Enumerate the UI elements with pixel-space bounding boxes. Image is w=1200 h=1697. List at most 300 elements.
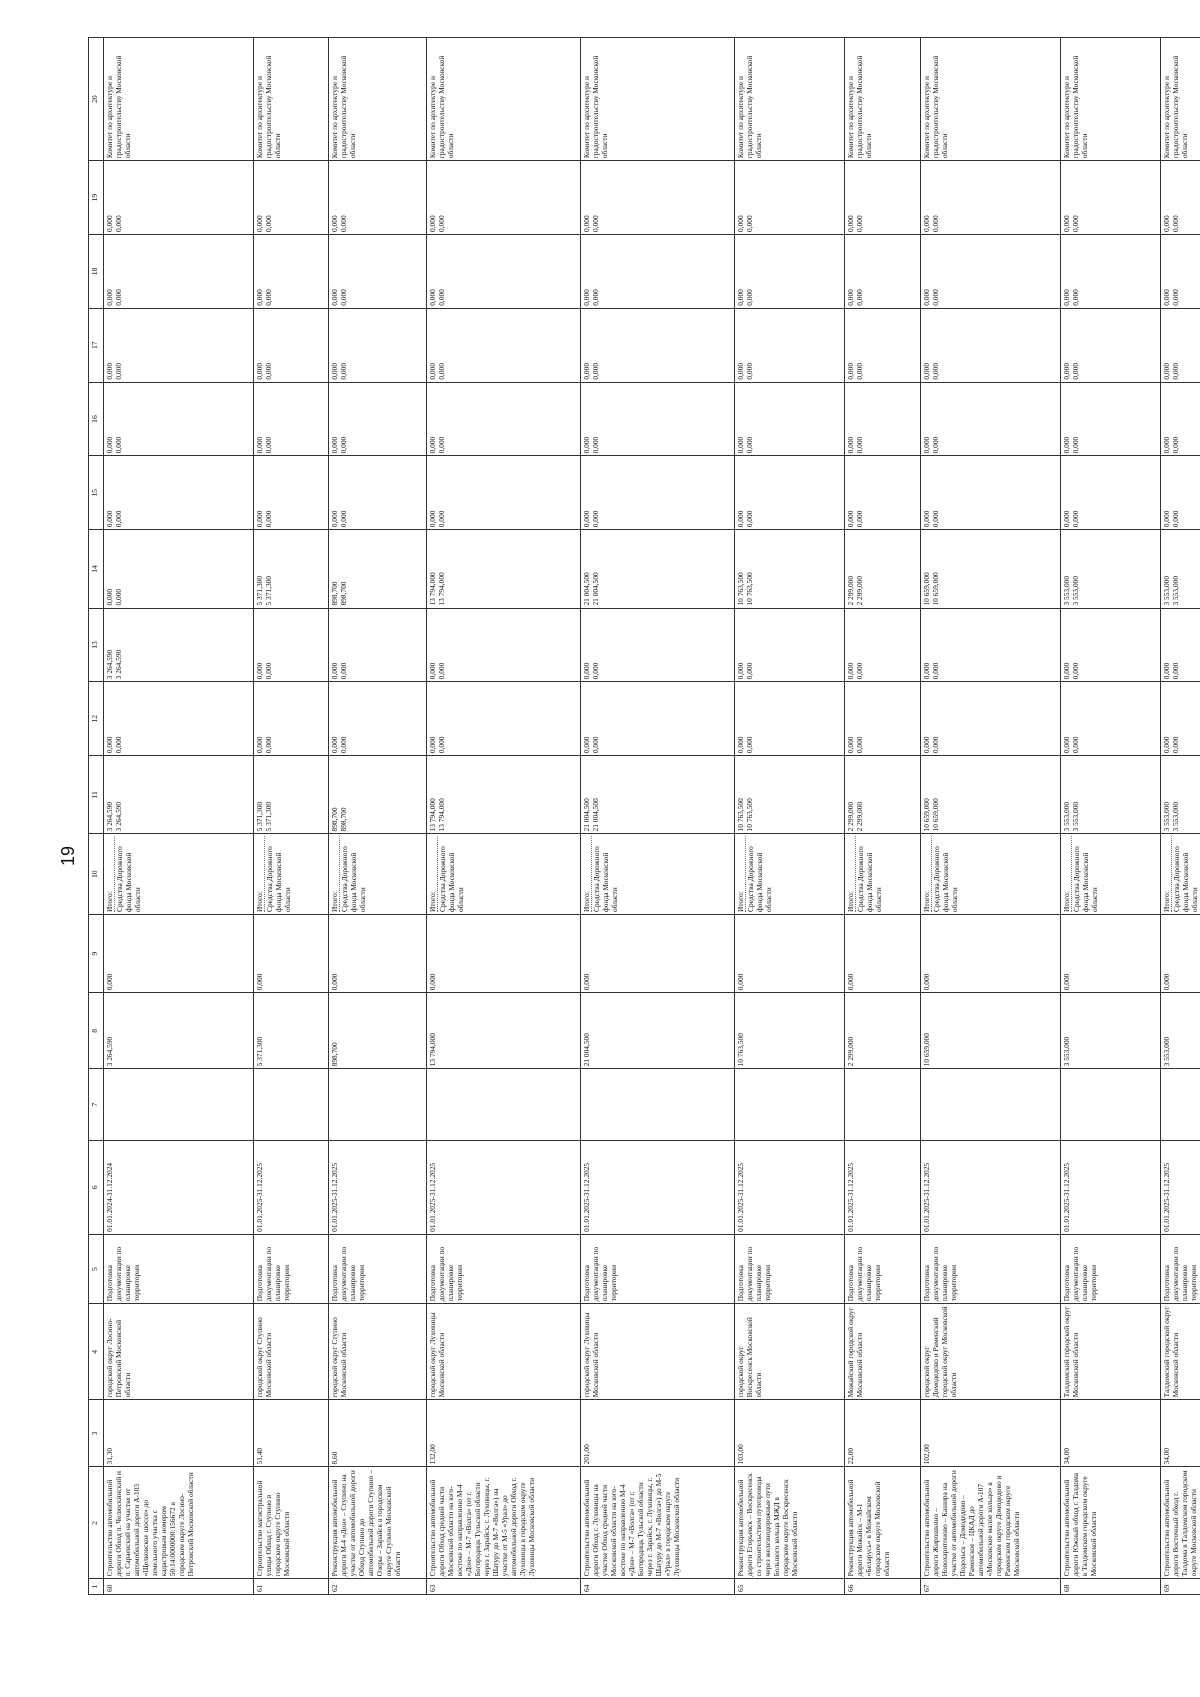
amount-column-12-fund: 0,000 xyxy=(745,736,755,754)
amount-column-17 xyxy=(1061,308,1161,382)
column-7-value xyxy=(735,1069,845,1141)
amount-column-11 xyxy=(1161,756,1200,834)
work-period: 01.01.2025-31.12.2025 xyxy=(845,1140,921,1234)
amount-column-12 xyxy=(921,682,1061,756)
amount-column-19 xyxy=(581,161,735,235)
amount-column-16-total: 0,000 xyxy=(736,436,745,454)
estimated-cost: 3 264,590 xyxy=(104,993,254,1069)
amount-column-11-total: 21 004,500 xyxy=(582,798,591,832)
responsible-body: Комитет по архитектуре и градостроительству Московской области xyxy=(104,38,254,161)
table-row xyxy=(427,38,581,1595)
amount-column-17-fund: 0,000 xyxy=(931,362,941,380)
table-row xyxy=(104,38,254,1595)
amount-column-19-fund: 0,000 xyxy=(437,215,447,232)
row-number: 60 xyxy=(104,1579,254,1595)
work-type: Подготовка документации по планировке территории xyxy=(1161,1234,1200,1303)
amount-column-17 xyxy=(581,308,735,382)
amount-column-11 xyxy=(845,756,921,834)
municipality: городской округ Лосино-Петровский Московской области xyxy=(104,1304,254,1400)
amount-column-14-fund: 13 794,000 xyxy=(437,572,447,606)
amount-column-14 xyxy=(735,530,845,608)
amount-column-12-total: 0,000 xyxy=(846,736,855,754)
amount-column-18-fund: 0,000 xyxy=(931,289,941,306)
amount-column-18-total: 0,000 xyxy=(582,289,591,306)
funded-to-date: 0,000 xyxy=(581,914,735,992)
municipality: городской округ Домодедово и Раменский городской округ Московской области xyxy=(921,1304,1061,1400)
amount-column-19-fund: 0,000 xyxy=(1071,215,1081,232)
amount-column-18-fund: 0,000 xyxy=(1071,289,1081,306)
amount-column-11 xyxy=(921,756,1061,834)
amount-column-15-fund: 0,000 xyxy=(855,510,865,528)
funding-source-total-label: Итого: xyxy=(582,836,592,912)
amount-column-16-fund: 0,000 xyxy=(437,436,447,454)
amount-column-15-total: 0,000 xyxy=(105,510,114,528)
funding-source-fund-label: Средства Дорожного фонда Московской области xyxy=(592,846,620,912)
municipality: Можайский городской округ Московской области xyxy=(845,1304,921,1400)
work-type: Подготовка документации по планировке территории xyxy=(329,1234,427,1303)
amount-column-17-total: 0,000 xyxy=(846,362,855,380)
amount-column-16-fund: 0,000 xyxy=(591,436,601,454)
amount-column-13-fund: 0,000 xyxy=(1071,662,1081,680)
row-number: 67 xyxy=(921,1579,1061,1595)
amount-column-13 xyxy=(1161,608,1200,682)
amount-column-17 xyxy=(104,308,254,382)
amount-column-13-total: 0,000 xyxy=(846,662,855,680)
funding-source-total-label: Итого: xyxy=(922,836,932,912)
amount-column-17-total: 0,000 xyxy=(330,362,339,380)
object-name: Строительство автомобильной дороги Жирошкино – Новохаритоново – Кашира на участке от автомобильной дороги Подольск – Домодедово – Раменское – ЦКАД до автомобильной дороги А-107 «Московское малое кольцо» в городском округе Домодедово и Раменском городском округе Московской области xyxy=(921,1467,1061,1579)
object-name: Строительство автомобильной дороги Восточный обход г. Талдома в Талдомском городском округе Московской области xyxy=(1161,1467,1200,1579)
amount-column-19-total: 0,000 xyxy=(428,215,437,232)
amount-column-14-fund: 10 659,000 xyxy=(931,572,941,606)
responsible-body: Комитет по архитектуре и градостроительству Московской области xyxy=(581,38,735,161)
responsible-body: Комитет по архитектуре и градостроительству Московской области xyxy=(1061,38,1161,161)
amount-column-17-total: 0,000 xyxy=(255,362,264,380)
amount-column-13-fund: 0,000 xyxy=(855,662,865,680)
amount-column-14 xyxy=(329,530,427,608)
funding-source-fund-label: Средства Дорожного фонда Московской области xyxy=(932,846,960,912)
amount-column-14 xyxy=(1161,530,1200,608)
amount-column-15-fund: 0,000 xyxy=(1071,510,1081,528)
amount-column-18 xyxy=(581,234,735,308)
funding-source-total-label: Итого: xyxy=(736,836,746,912)
funding-source xyxy=(329,834,427,915)
road-length: 34,00 xyxy=(1161,1400,1200,1467)
amount-column-19-fund: 0,000 xyxy=(855,215,865,232)
road-length: 22,00 xyxy=(845,1400,921,1467)
amount-column-18 xyxy=(427,234,581,308)
work-type: Подготовка документации по планировке территории xyxy=(254,1234,329,1303)
column-7-value xyxy=(581,1069,735,1141)
amount-column-13 xyxy=(581,608,735,682)
funding-source-fund-label: Средства Дорожного фонда Московской области xyxy=(115,846,143,912)
estimated-cost: 5 371,300 xyxy=(254,993,329,1069)
amount-column-15-fund: 0,000 xyxy=(1171,510,1181,528)
amount-column-14 xyxy=(427,530,581,608)
amount-column-17-fund: 0,000 xyxy=(437,362,447,380)
amount-column-19-fund: 0,000 xyxy=(931,215,941,232)
funding-source-fund-label: Средства Дорожного фонда Московской области xyxy=(856,846,884,912)
amount-column-13-total: 0,000 xyxy=(255,662,264,680)
amount-column-17-fund: 0,000 xyxy=(114,362,124,380)
page-number: 19 xyxy=(58,845,78,867)
amount-column-11-fund: 10 659,000 xyxy=(931,798,941,832)
amount-column-16-fund: 0,000 xyxy=(855,436,865,454)
funding-source xyxy=(735,834,845,915)
amount-column-15 xyxy=(104,456,254,530)
amount-column-11-fund: 5 371,300 xyxy=(264,801,274,832)
object-name: Реконструкция автомобильной дороги Можайск – М-1 «Беларусь» в Можайском городском округе Московской области xyxy=(845,1467,921,1579)
column-number-16: 16 xyxy=(89,382,104,456)
amount-column-15-total: 0,000 xyxy=(846,510,855,528)
estimated-cost: 10 763,500 xyxy=(735,993,845,1069)
amount-column-16-total: 0,000 xyxy=(330,436,339,454)
funded-to-date: 0,000 xyxy=(1161,914,1200,992)
amount-column-18 xyxy=(735,234,845,308)
table-header xyxy=(89,38,104,1595)
amount-column-14-fund: 3 553,000 xyxy=(1071,575,1081,606)
amount-column-16 xyxy=(1061,382,1161,456)
work-type: Подготовка документации по планировке территории xyxy=(104,1234,254,1303)
column-number-6: 6 xyxy=(89,1140,104,1234)
municipality: городской округ Луховицы Московской области xyxy=(427,1304,581,1400)
amount-column-14-total: 10 763,500 xyxy=(736,572,745,606)
amount-column-15 xyxy=(921,456,1061,530)
amount-column-13-total: 0,000 xyxy=(1162,662,1171,680)
amount-column-14-fund: 3 553,000 xyxy=(1171,575,1181,606)
amount-column-12-fund: 0,000 xyxy=(591,736,601,754)
amount-column-13-fund: 0,000 xyxy=(264,662,274,680)
amount-column-17-fund: 0,000 xyxy=(1071,362,1081,380)
amount-column-12-total: 0,000 xyxy=(105,736,114,754)
funding-source-total-label: Итого: xyxy=(1062,836,1072,912)
amount-column-18-total: 0,000 xyxy=(330,289,339,306)
object-name: Строительство автомобильной дороги Обход г. Луховицы на участке Обход средней части Московской области на юго-востоке по направлению М-4 «Дон» – М-7 «Волга» (от г. Богородицк Тульской области через г. Зарайск, г. Луховицы, г. Шатуру до М-7 «Волга») до М-5 «Урал» в городском округе Луховицы Московской области xyxy=(581,1467,735,1579)
amount-column-19-fund: 0,000 xyxy=(1171,215,1181,232)
amount-column-14 xyxy=(921,530,1061,608)
amount-column-18-total: 0,000 xyxy=(922,289,931,306)
amount-column-13-fund: 0,000 xyxy=(437,662,447,680)
funded-to-date: 0,000 xyxy=(329,914,427,992)
amount-column-11-total: 3 553,000 xyxy=(1162,801,1171,832)
object-name: Строительство автомобильной дороги Обход средней части Московской области на юго-востоке по направлению М-4 «Дон» – М-7 «Волга» (от г. Богородицк Тульской области через г. Зарайск, г. Луховицы, г. Шатуру до М-7 «Волга») на участке от М-5 «Урал» до автомобильной дороги Обход г. Луховицы в городском округе Луховицы Московской области xyxy=(427,1467,581,1579)
amount-column-18-fund: 0,000 xyxy=(745,289,755,306)
amount-column-19-total: 0,000 xyxy=(846,215,855,232)
table-row xyxy=(921,38,1061,1595)
amount-column-16-total: 0,000 xyxy=(1162,436,1171,454)
responsible-body: Комитет по архитектуре и градостроительству Московской области xyxy=(427,38,581,161)
amount-column-12-fund: 0,000 xyxy=(437,736,447,754)
amount-column-18-total: 0,000 xyxy=(1162,289,1171,306)
column-7-value xyxy=(329,1069,427,1141)
municipality: городской округ Ступино Московской области xyxy=(329,1304,427,1400)
object-name: Реконструкция автомобильной дороги М-4 «Дон» – Ступино на участке от автомобильной дороги Обход Ступино до автомобильной дороги Ступино – Озеры – Зарайск в городском округе Ступино Московской области xyxy=(329,1467,427,1579)
row-number: 64 xyxy=(581,1579,735,1595)
amount-column-15 xyxy=(427,456,581,530)
funded-to-date: 0,000 xyxy=(845,914,921,992)
amount-column-19 xyxy=(921,161,1061,235)
row-number: 66 xyxy=(845,1579,921,1595)
funding-source-total-label: Итого: xyxy=(1162,836,1172,912)
amount-column-11-fund: 3 553,000 xyxy=(1171,801,1181,832)
work-period: 01.01.2025-31.12.2025 xyxy=(921,1140,1061,1234)
column-number-row xyxy=(89,38,104,1595)
funding-source xyxy=(104,834,254,915)
amount-column-15-fund: 0,000 xyxy=(437,510,447,528)
funded-to-date: 0,000 xyxy=(735,914,845,992)
amount-column-11 xyxy=(581,756,735,834)
amount-column-14-fund: 5 371,300 xyxy=(264,575,274,606)
amount-column-13-total: 0,000 xyxy=(330,662,339,680)
amount-column-18-fund: 0,000 xyxy=(591,289,601,306)
amount-column-19-total: 0,000 xyxy=(255,215,264,232)
amount-column-11-fund: 10 763,500 xyxy=(745,798,755,832)
amount-column-12-fund: 0,000 xyxy=(855,736,865,754)
column-number-14: 14 xyxy=(89,530,104,608)
amount-column-14 xyxy=(845,530,921,608)
amount-column-16 xyxy=(735,382,845,456)
amount-column-15 xyxy=(1061,456,1161,530)
funded-to-date: 0,000 xyxy=(921,914,1061,992)
amount-column-17-fund: 0,000 xyxy=(591,362,601,380)
column-7-value xyxy=(921,1069,1061,1141)
column-number-9: 9 xyxy=(89,914,104,992)
work-period: 01.01.2025-31.12.2025 xyxy=(254,1140,329,1234)
object-name: Строительство магистральной улицы Обход г. Ступино в городском округе Ступино Московской области xyxy=(254,1467,329,1579)
amount-column-14-fund: 898,700 xyxy=(339,581,349,606)
amount-column-11-total: 10 763,500 xyxy=(736,798,745,832)
estimated-cost: 898,700 xyxy=(329,993,427,1069)
amount-column-15-fund: 0,000 xyxy=(339,510,349,528)
amount-column-13 xyxy=(104,608,254,682)
amount-column-14-total: 10 659,000 xyxy=(922,572,931,606)
amount-column-12 xyxy=(1061,682,1161,756)
work-period: 01.01.2025-31.12.2025 xyxy=(735,1140,845,1234)
estimated-cost: 3 553,000 xyxy=(1161,993,1200,1069)
column-number-12: 12 xyxy=(89,682,104,756)
amount-column-11-fund: 3 264,590 xyxy=(114,801,124,832)
table-row xyxy=(735,38,845,1595)
work-type: Подготовка документации по планировке территории xyxy=(735,1234,845,1303)
amount-column-13-total: 0,000 xyxy=(922,662,931,680)
work-period: 01.01.2025-31.12.2025 xyxy=(427,1140,581,1234)
amount-column-14-fund: 10 763,500 xyxy=(745,572,755,606)
object-name: Реконструкция автомобильной дороги Егорьевск – Воскресенск со строительством путепровода через железнодорожные пути Большого кольца МЖД в городском округе Воскресенск Московской области xyxy=(735,1467,845,1579)
amount-column-12 xyxy=(427,682,581,756)
funding-source xyxy=(581,834,735,915)
column-number-7: 7 xyxy=(89,1069,104,1141)
road-length: 103,00 xyxy=(735,1400,845,1467)
column-number-8: 8 xyxy=(89,993,104,1069)
amount-column-15-total: 0,000 xyxy=(736,510,745,528)
amount-column-13-fund: 0,000 xyxy=(591,662,601,680)
amount-column-18-fund: 0,000 xyxy=(855,289,865,306)
amount-column-19-fund: 0,000 xyxy=(745,215,755,232)
work-period: 01.01.2024-31.12.2024 xyxy=(104,1140,254,1234)
amount-column-17-fund: 0,000 xyxy=(745,362,755,380)
column-number-17: 17 xyxy=(89,308,104,382)
column-number-18: 18 xyxy=(89,234,104,308)
road-length: 34,00 xyxy=(1061,1400,1161,1467)
amount-column-18-total: 0,000 xyxy=(255,289,264,306)
municipality: Талдомский городской округ Московской области xyxy=(1061,1304,1161,1400)
amount-column-18-total: 0,000 xyxy=(1062,289,1071,306)
funding-source-fund-label: Средства Дорожного фонда Московской области xyxy=(265,846,293,912)
amount-column-19 xyxy=(1061,161,1161,235)
amount-column-19 xyxy=(427,161,581,235)
road-length: 8,60 xyxy=(329,1400,427,1467)
responsible-body: Комитет по архитектуре и градостроительству Московской области xyxy=(735,38,845,161)
amount-column-16 xyxy=(427,382,581,456)
funding-source-fund-label: Средства Дорожного фонда Московской области xyxy=(1172,846,1200,912)
amount-column-16 xyxy=(845,382,921,456)
amount-column-16-fund: 0,000 xyxy=(114,436,124,454)
amount-column-16 xyxy=(254,382,329,456)
row-number: 69 xyxy=(1161,1579,1200,1595)
amount-column-15-total: 0,000 xyxy=(1162,510,1171,528)
amount-column-19-fund: 0,000 xyxy=(591,215,601,232)
amount-column-18 xyxy=(104,234,254,308)
work-type: Подготовка документации по планировке территории xyxy=(845,1234,921,1303)
amount-column-14 xyxy=(254,530,329,608)
funding-source-total-label: Итого: xyxy=(428,836,438,912)
amount-column-19-fund: 0,000 xyxy=(264,215,274,232)
amount-column-11-total: 2 299,000 xyxy=(846,801,855,832)
column-number-11: 11 xyxy=(89,756,104,834)
amount-column-19 xyxy=(104,161,254,235)
amount-column-18-total: 0,000 xyxy=(846,289,855,306)
estimated-cost: 13 794,000 xyxy=(427,993,581,1069)
funding-source xyxy=(1161,834,1200,915)
amount-column-13 xyxy=(427,608,581,682)
amount-column-15 xyxy=(581,456,735,530)
amount-column-14-fund: 2 299,000 xyxy=(855,575,865,606)
amount-column-16 xyxy=(1161,382,1200,456)
amount-column-13-total: 3 264,590 xyxy=(105,649,114,680)
amount-column-17-total: 0,000 xyxy=(922,362,931,380)
amount-column-12-total: 0,000 xyxy=(922,736,931,754)
amount-column-16-fund: 0,000 xyxy=(931,436,941,454)
work-type: Подготовка документации по планировке территории xyxy=(921,1234,1061,1303)
amount-column-19-total: 0,000 xyxy=(105,215,114,232)
estimated-cost: 10 659,000 xyxy=(921,993,1061,1069)
road-length: 132,00 xyxy=(427,1400,581,1467)
estimated-cost: 3 553,000 xyxy=(1061,993,1161,1069)
municipality: Талдомский городской округ Московской области xyxy=(1161,1304,1200,1400)
amount-column-14-total: 2 299,000 xyxy=(846,575,855,606)
amount-column-12-total: 0,000 xyxy=(428,736,437,754)
amount-column-14-total: 13 794,000 xyxy=(428,572,437,606)
amount-column-14-total: 0,000 xyxy=(105,588,114,606)
amount-column-12 xyxy=(581,682,735,756)
amount-column-17-fund: 0,000 xyxy=(1171,362,1181,380)
row-number: 63 xyxy=(427,1579,581,1595)
amount-column-13 xyxy=(1061,608,1161,682)
column-7-value xyxy=(427,1069,581,1141)
funding-source xyxy=(921,834,1061,915)
table-row xyxy=(581,38,735,1595)
amount-column-14-total: 898,700 xyxy=(330,581,339,606)
responsible-body: Комитет по архитектуре и градостроительству Московской области xyxy=(921,38,1061,161)
amount-column-13 xyxy=(735,608,845,682)
column-7-value xyxy=(1061,1069,1161,1141)
amount-column-12 xyxy=(104,682,254,756)
work-type: Подготовка документации по планировке территории xyxy=(427,1234,581,1303)
amount-column-19-total: 0,000 xyxy=(1062,215,1071,232)
amount-column-14 xyxy=(104,530,254,608)
work-period: 01.01.2025-31.12.2025 xyxy=(1061,1140,1161,1234)
amount-column-13-fund: 0,000 xyxy=(745,662,755,680)
table-body xyxy=(104,38,1200,1595)
amount-column-18-fund: 0,000 xyxy=(114,289,124,306)
amount-column-11 xyxy=(1061,756,1161,834)
column-7-value xyxy=(254,1069,329,1141)
amount-column-17-total: 0,000 xyxy=(428,362,437,380)
amount-column-16-total: 0,000 xyxy=(255,436,264,454)
funding-source-fund-label: Средства Дорожного фонда Московской области xyxy=(746,846,774,912)
responsible-body: Комитет по архитектуре и градостроительству Московской области xyxy=(254,38,329,161)
amount-column-18-total: 0,000 xyxy=(428,289,437,306)
amount-column-13-fund: 3 264,590 xyxy=(114,649,124,680)
amount-column-19 xyxy=(735,161,845,235)
amount-column-14-total: 3 553,000 xyxy=(1062,575,1071,606)
amount-column-14 xyxy=(1061,530,1161,608)
work-type: Подготовка документации по планировке территории xyxy=(1061,1234,1161,1303)
amount-column-12-total: 0,000 xyxy=(582,736,591,754)
amount-column-12-fund: 0,000 xyxy=(114,736,124,754)
amount-column-12 xyxy=(1161,682,1200,756)
amount-column-14-fund: 21 004,500 xyxy=(591,572,601,606)
amount-column-12-fund: 0,000 xyxy=(931,736,941,754)
column-7-value xyxy=(104,1069,254,1141)
amount-column-15 xyxy=(1161,456,1200,530)
amount-column-11-total: 10 659,000 xyxy=(922,798,931,832)
amount-column-15-total: 0,000 xyxy=(1062,510,1071,528)
column-number-13: 13 xyxy=(89,608,104,682)
column-number-5: 5 xyxy=(89,1234,104,1303)
amount-column-18-fund: 0,000 xyxy=(1171,289,1181,306)
amount-column-11 xyxy=(104,756,254,834)
amount-column-11 xyxy=(735,756,845,834)
amount-column-12 xyxy=(254,682,329,756)
column-number-1: 1 xyxy=(89,1579,104,1595)
amount-column-11-total: 898,700 xyxy=(330,807,339,832)
row-number: 61 xyxy=(254,1579,329,1595)
municipality: городской округ Луховицы Московской области xyxy=(581,1304,735,1400)
amount-column-12-fund: 0,000 xyxy=(1071,736,1081,754)
amount-column-11 xyxy=(427,756,581,834)
table-row xyxy=(254,38,329,1595)
amount-column-15-fund: 0,000 xyxy=(745,510,755,528)
amount-column-17-fund: 0,000 xyxy=(264,362,274,380)
document-sheet xyxy=(88,37,1200,1595)
funding-source-total-label: Итого: xyxy=(105,836,115,912)
amount-column-19-fund: 0,000 xyxy=(114,215,124,232)
funding-source xyxy=(845,834,921,915)
amount-column-11-total: 13 794,000 xyxy=(428,798,437,832)
amount-column-17 xyxy=(329,308,427,382)
work-type: Подготовка документации по планировке территории xyxy=(581,1234,735,1303)
work-period: 01.01.2025-31.12.2025 xyxy=(329,1140,427,1234)
amount-column-19-fund: 0,000 xyxy=(339,215,349,232)
amount-column-18 xyxy=(1061,234,1161,308)
amount-column-15-fund: 0,000 xyxy=(114,510,124,528)
amount-column-14 xyxy=(581,530,735,608)
funded-to-date: 0,000 xyxy=(427,914,581,992)
amount-column-15 xyxy=(329,456,427,530)
amount-column-17 xyxy=(735,308,845,382)
row-number: 62 xyxy=(329,1579,427,1595)
